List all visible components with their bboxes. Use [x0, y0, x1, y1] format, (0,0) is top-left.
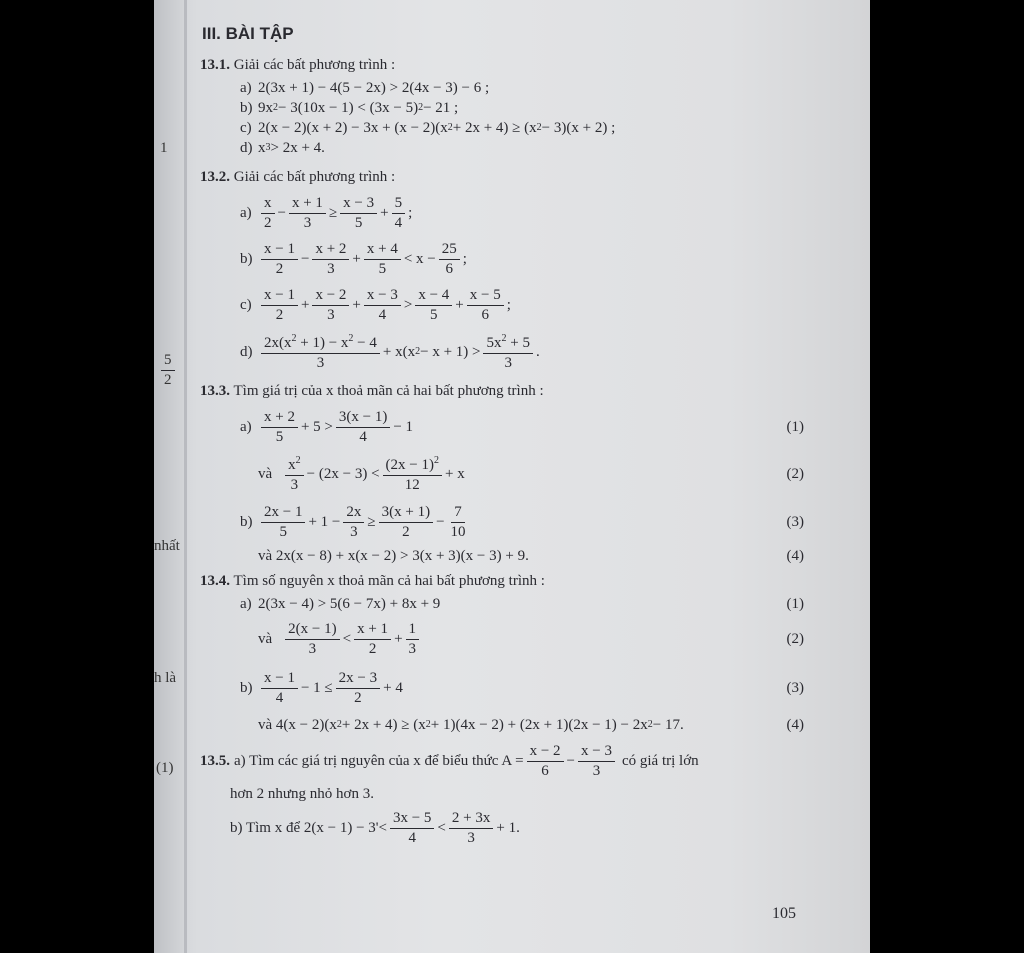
exercise-13-5-a: 13.5. a) Tìm các giá trị nguyên của x để biểu thức A = $\frac{x - 2}{6}$ − $\frac{x - 3}{3}$ có giá trị lớn [200, 742, 699, 779]
margin-note-paren1: (1) [156, 760, 174, 776]
page-fold [184, 0, 187, 953]
exercise-13-1-b: b) 9x 2 − 3(10x − 1) < (3x − 5) 2 − 21 ; [240, 100, 459, 117]
exercise-13-2-title: 13.2. Giải các bất phương trình : [200, 169, 396, 186]
exercise-13-4-b1: b) $\frac{x - 1}{4}$ − 1 ≤ $\frac{2x - 3}{2}$ + 4 (3) [240, 669, 804, 706]
exercise-13-4-title: 13.4. Tìm số nguyên x thoả mãn cả hai bất phương trình : [200, 573, 545, 590]
margin-note-1: 1 [160, 140, 168, 156]
exercise-13-4-a1: a) 2(3x − 4) > 5(6 − 7x) + 8x + 9 (1) [240, 596, 804, 613]
page-content [200, 20, 860, 852]
exercise-13-3-title: 13.3. Tìm giá trị của x thoả mãn cả hai bất phương trình : [200, 383, 544, 400]
exercise-13-1-d: d) x 3 > 2x + 4. [240, 140, 325, 157]
exercise-13-2-c: c) $\frac{x - 1}{2}$ + $\frac{x - 2}{3}$ + $\frac{x - 3}{4}$ > $\frac{x - 4}{5}$ + $\frac{x - 5}{6}$ ; [240, 286, 511, 323]
exercise-13-5-a-line2: hơn 2 nhưng nhỏ hơn 3. [230, 786, 374, 803]
exercise-13-1-a: a) 2(3x + 1) − 4(5 − 2x) > 2(4x − 3) − 6 ; [240, 80, 490, 97]
exercise-13-3-b2: và 2x(x − 8) + x(x − 2) > 3(x + 3)(x − 3) + 9. (4) [258, 548, 804, 565]
exercise-13-3-a1: a) $\frac{x + 2}{5}$ + 5 > $\frac{3(x - 1)}{4}$ − 1 (1) [240, 408, 804, 445]
exercise-13-2-a: a) $\frac{x}{2}$ − $\frac{x + 1}{3}$ ≥ $\frac{x - 3}{5}$ + $\frac{5}{4}$ ; [240, 194, 413, 231]
page-number: 105 [772, 905, 796, 922]
margin-note-hla: h là [154, 670, 177, 686]
page-gutter [154, 0, 184, 953]
exercise-13-5-b: b) Tìm x để 2(x − 1) − 3'< $\frac{3x - 5}{4}$ < $\frac{2 + 3x}{3}$ + 1. [230, 809, 520, 846]
exercise-13-2-b: b) $\frac{x - 1}{2}$ − $\frac{x + 2}{3}$ + $\frac{x + 4}{5}$ < x − $\frac{25}{6}$ ; [240, 240, 467, 277]
book-page [154, 0, 870, 953]
exercise-13-4-a2: và $\frac{2(x - 1)}{3}$ < $\frac{x + 1}{2}$ + $\frac{1}{3}$ (2) [258, 620, 804, 657]
exercise-13-3-b1: b) $\frac{2x - 1}{5}$ + 1 − $\frac{2x}{3}$ ≥ $\frac{3(x + 1)}{2}$ − $\frac{7}{10}$ (3) [240, 503, 804, 540]
exercise-13-2-d: d) $\frac{2x(x^2 + 1) - x^2 - 4}{3}$ + x(x 2 − x + 1) > $\frac{5x^2 + 5}{3}$ . [240, 332, 540, 371]
margin-note-nhat: nhất [154, 538, 180, 554]
exercise-13-4-b2: và 4(x − 2)(x 2 + 2x + 4) ≥ (x 2 + 1)(4x − 2) + (2x + 1)(2x − 1) − 2x 2 − 17. (4) [258, 717, 804, 734]
exercise-13-3-a2: và $\frac{x^2}{3}$ − (2x − 3) < $\frac{(2x - 1)^2}{12}$ + x (2) [258, 454, 804, 493]
section-heading: III. BÀI TẬP [202, 24, 294, 43]
exercise-13-1-c: c) 2(x − 2)(x + 2) − 3x + (x − 2)(x 2 + 2x + 4) ≥ (x 2 − 3)(x + 2) ; [240, 120, 616, 137]
exercise-13-1-title: 13.1. Giải các bất phương trình : [200, 57, 396, 74]
margin-note-fraction: $\frac{5}{2}$ [158, 352, 178, 390]
